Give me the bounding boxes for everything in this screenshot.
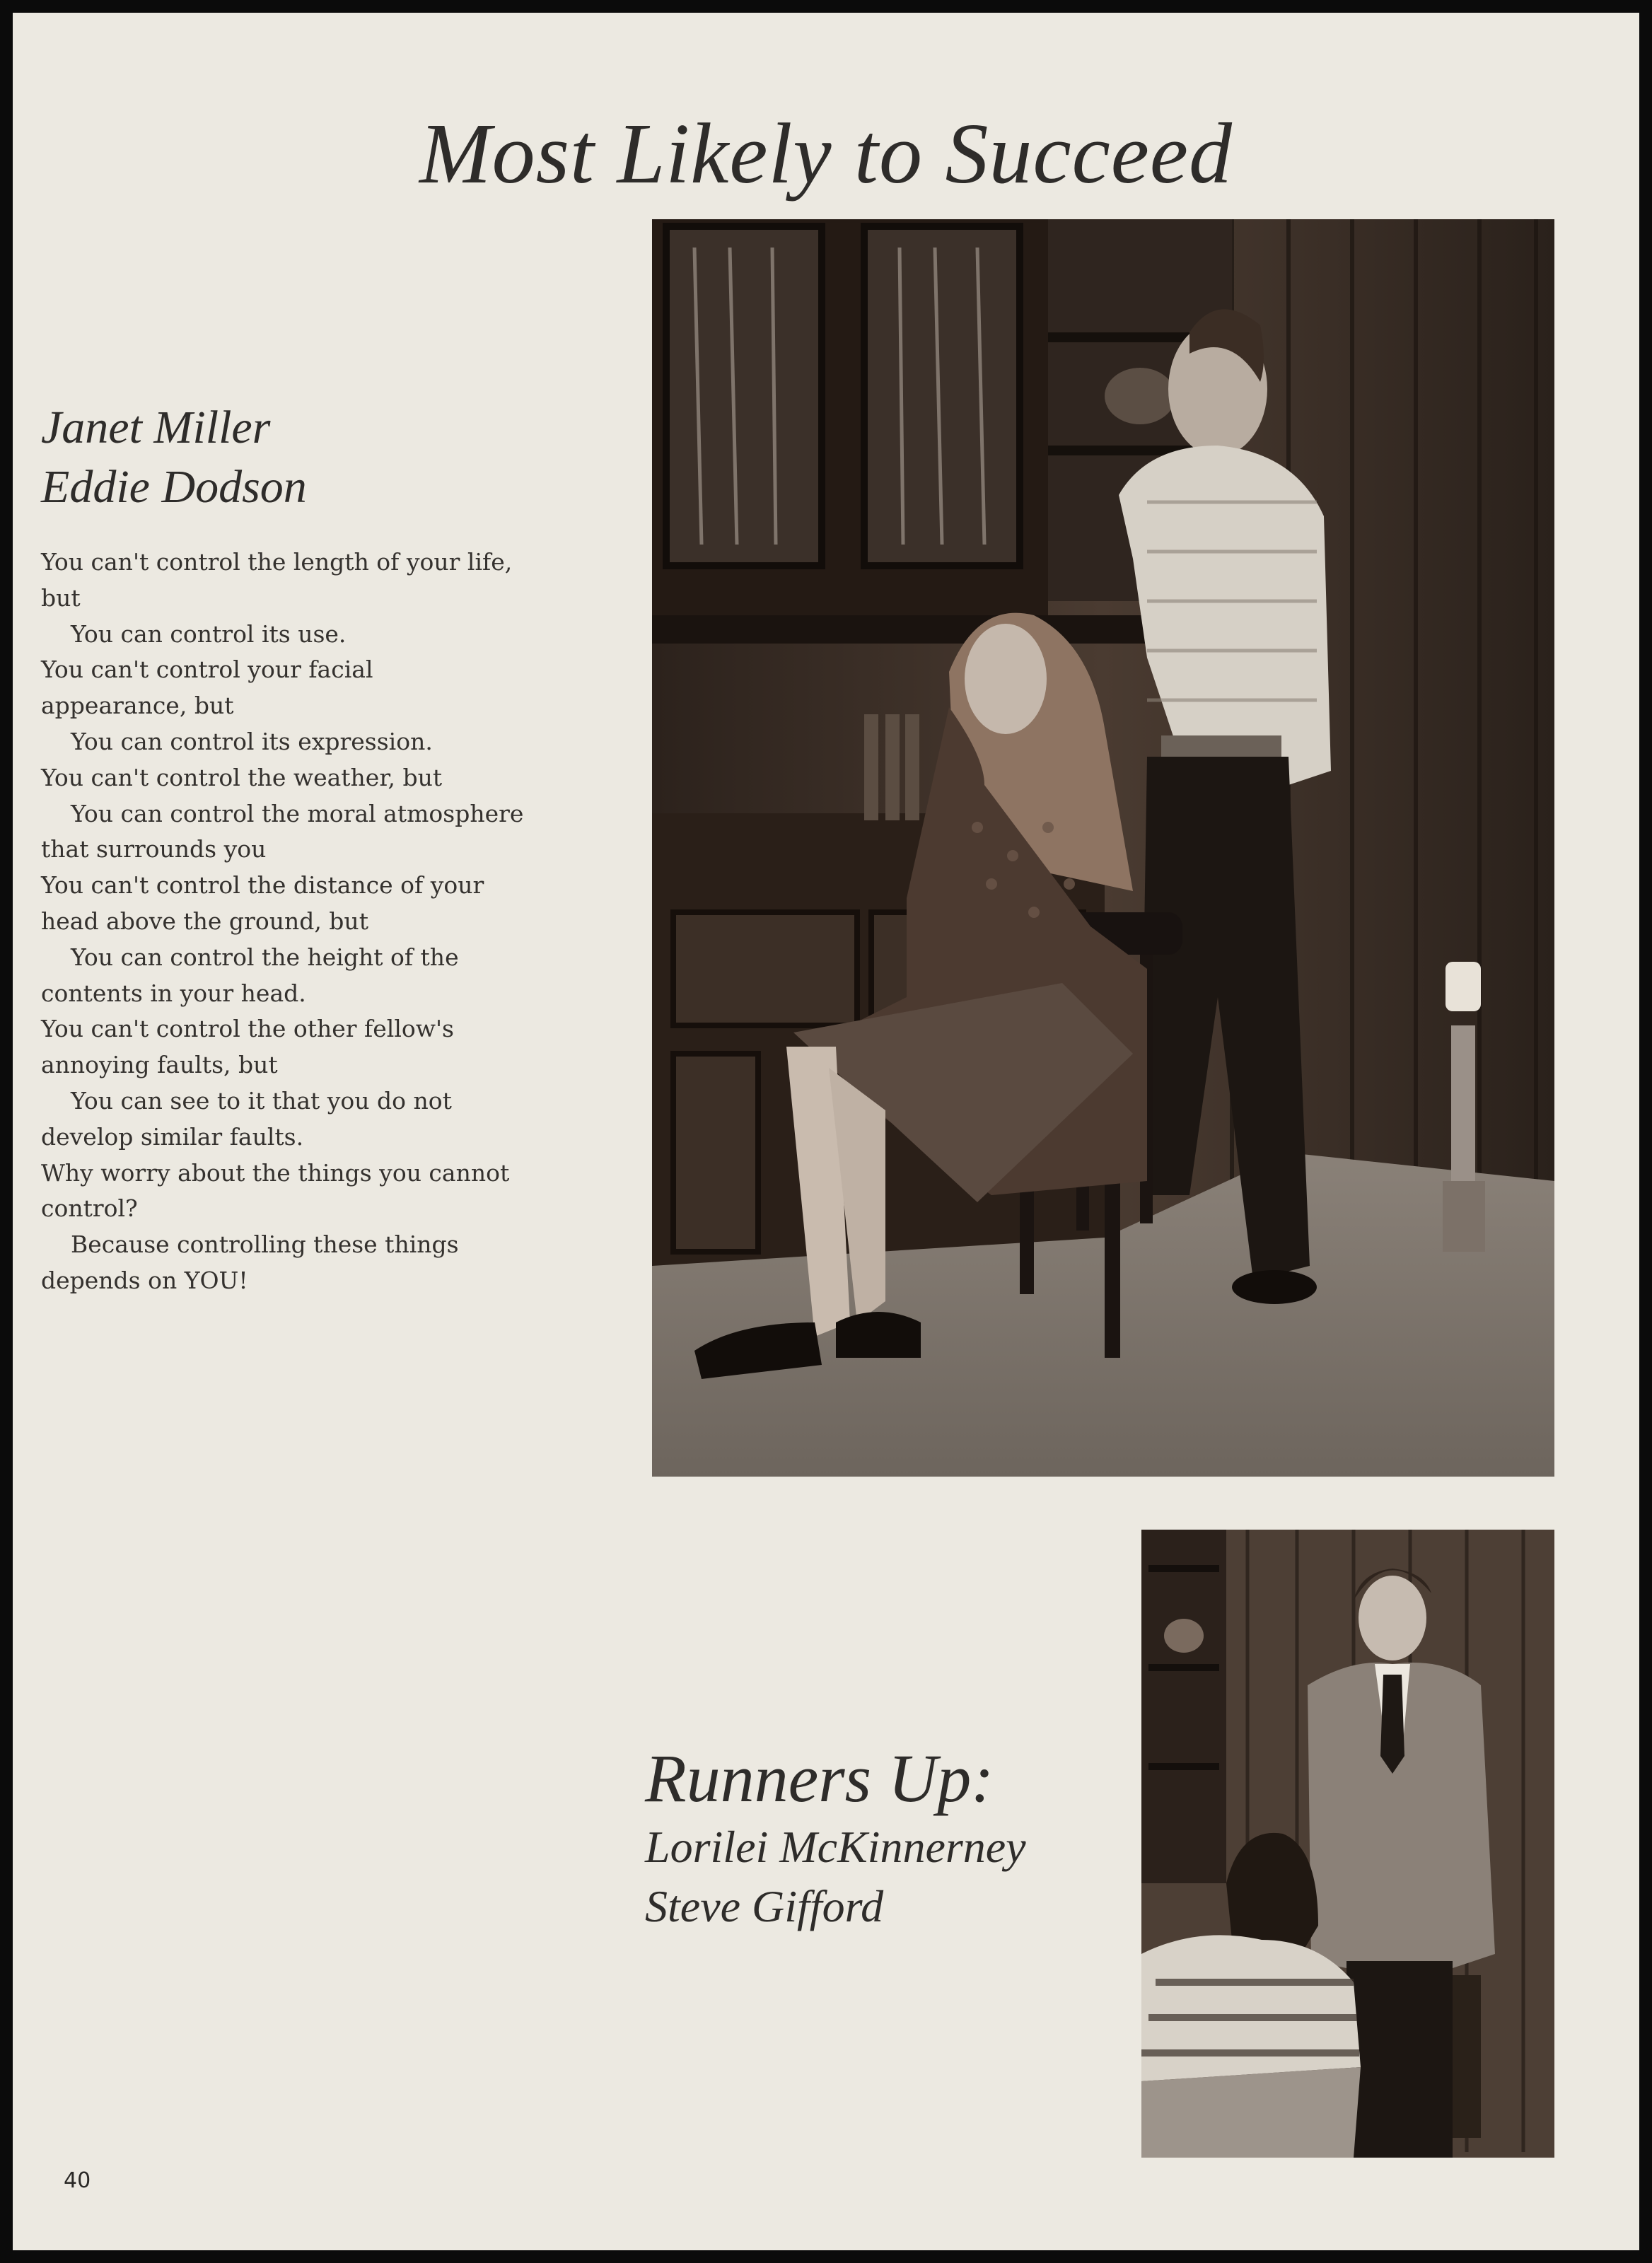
poem-line: annoying faults, but bbox=[41, 1051, 278, 1079]
winner-name-2: Eddie Dodson bbox=[41, 461, 307, 513]
poem-line: control? bbox=[41, 1194, 138, 1223]
winner-names bbox=[41, 398, 307, 517]
winners-photo bbox=[652, 219, 1554, 1477]
poem-line: but bbox=[41, 583, 81, 612]
poem-line: You can control the height of the bbox=[71, 943, 459, 971]
poem-line: You can't control your facial bbox=[41, 656, 373, 684]
runners-up bbox=[645, 1740, 1026, 1936]
poem-line: appearance, but bbox=[41, 692, 234, 720]
runner-up-name-1: Lorilei McKinnerney bbox=[645, 1822, 1026, 1872]
poem-line: You can see to it that you do not bbox=[71, 1086, 452, 1115]
poem-line: head above the ground, but bbox=[41, 907, 368, 935]
poem-line: depends on YOU! bbox=[41, 1266, 248, 1294]
runner-up-name-2: Steve Gifford bbox=[645, 1881, 884, 1931]
poem-line: You can't control the weather, but bbox=[41, 763, 443, 791]
page-title: Most Likely to Succeed bbox=[419, 106, 1233, 202]
poem-line: develop similar faults. bbox=[41, 1122, 304, 1151]
poem-line: You can control the moral atmosphere bbox=[71, 799, 524, 827]
runners-up-photo bbox=[1141, 1530, 1554, 2158]
poem-line: that surrounds you bbox=[41, 835, 267, 863]
poem-line: contents in your head. bbox=[41, 979, 306, 1007]
poem-text bbox=[41, 545, 593, 1299]
poem-line: You can control its use. bbox=[71, 619, 347, 648]
winner-name-1: Janet Miller bbox=[41, 402, 271, 453]
poem-line: You can't control the distance of your bbox=[41, 871, 484, 900]
page-number: 40 bbox=[64, 2168, 91, 2193]
poem-line: You can control its expression. bbox=[71, 727, 433, 755]
poem-line: Why worry about the things you cannot bbox=[41, 1158, 510, 1187]
poem-line: Because controlling these things bbox=[71, 1231, 459, 1259]
yearbook-page bbox=[13, 13, 1639, 2250]
poem-line: You can't control the length of your life, bbox=[41, 548, 513, 576]
runners-up-heading: Runners Up: bbox=[645, 1740, 994, 1816]
poem-line: You can't control the other fellow's bbox=[41, 1015, 454, 1043]
